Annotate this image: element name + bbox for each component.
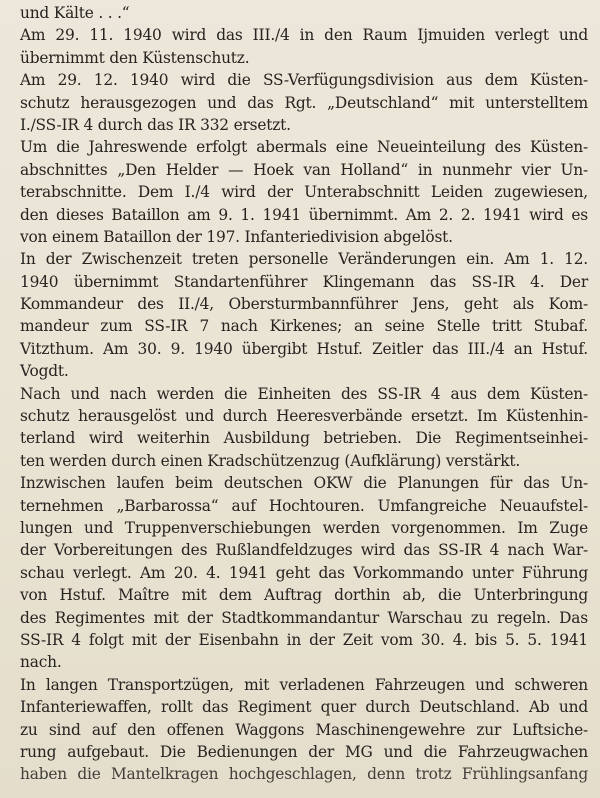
paragraph (20, 136, 588, 248)
paragraph (20, 2, 588, 24)
paragraph (20, 24, 588, 69)
paragraph (20, 674, 588, 786)
text-line: abschnittes „Den Helder — Hoek van Holland“ in nunmehr vier Un- (20, 160, 588, 179)
text-line: lungen und Truppenverschiebungen werden vorgenommen. Im Zuge (20, 518, 588, 537)
text-line: schutz herausgezogen und das Rgt. „Deutschland“ mit unterstelltem (20, 93, 588, 112)
text-line: zu sind auf den offenen Waggons Maschinengewehre zur Luftsiche- (20, 720, 588, 739)
text-line: ten werden durch einen Kradschützenzug (Aufklärung) verstärkt. (20, 451, 521, 470)
text-line: Kommandeur des II./4, Obersturmbannführer Jens, geht als Kom- (20, 295, 588, 314)
text-line: Am 29. 11. 1940 wird das III./4 in den Raum Ijmuiden verlegt und (20, 26, 588, 45)
text-line: Nach und nach werden die Einheiten des SS-IR 4 aus dem Küsten- (20, 384, 588, 403)
text-line: haben die Mantelkragen hochgeschlagen, denn trotz Frühlingsanfang (20, 765, 588, 784)
text-line: Vogdt. (20, 362, 69, 381)
text-line: schau verlegt. Am 20. 4. 1941 geht das Vorkommando unter Führung (20, 563, 588, 582)
paragraph (20, 248, 588, 382)
text-line: Um die Jahreswende erfolgt abermals eine Neueinteilung des Küsten- (20, 138, 588, 157)
text-line: von einem Bataillon der 197. Infanteriedivision abgelöst. (20, 227, 453, 246)
text-line: des Regimentes mit der Stadtkommandantur Warschau zu regeln. Das (20, 608, 588, 627)
text-line: ternehmen „Barbarossa“ auf Hochtouren. Umfangreiche Neuaufstel- (20, 496, 588, 515)
text-line: von Hstuf. Maître mit dem Auftrag dorthin ab, die Unterbringung (20, 586, 588, 605)
text-line: Inzwischen laufen beim deutschen OKW die Planungen für das Un- (20, 474, 588, 493)
text-line: SS-IR 4 folgt mit der Eisenbahn in der Zeit vom 30. 4. bis 5. 5. 1941 (20, 630, 588, 649)
text-line: I./SS-IR 4 durch das IR 332 ersetzt. (20, 115, 291, 134)
text-line: rung aufgebaut. Die Bedienungen der MG und die Fahrzeugwachen (20, 742, 588, 761)
text-line: mandeur zum SS-IR 7 nach Kirkenes; an seine Stelle tritt Stubaf. (20, 317, 588, 336)
text-line: den dieses Bataillon am 9. 1. 1941 übernimmt. Am 2. 2. 1941 wird es (20, 205, 588, 224)
text-line: terland wird weiterhin Ausbildung betrieben. Die Regimentseinhei- (20, 429, 588, 448)
text-line: übernimmt den Küstenschutz. (20, 48, 250, 67)
text-line: nach. (20, 653, 62, 672)
text-body (20, 2, 588, 786)
text-line: Am 29. 12. 1940 wird die SS-Verfügungsdivision aus dem Küsten- (20, 71, 588, 90)
text-line: der Vorbereitungen des Rußlandfeldzuges wird das SS-IR 4 nach War- (20, 541, 588, 560)
text-line: und Kälte . . .“ (20, 4, 130, 22)
text-line: In der Zwischenzeit treten personelle Veränderungen ein. Am 1. 12. (20, 250, 588, 269)
text-line: schutz herausgelöst und durch Heeresverbände ersetzt. Im Küstenhin- (20, 407, 588, 426)
paragraph (20, 472, 588, 674)
text-line: 1940 übernimmt Standartenführer Klingemann das SS-IR 4. Der (20, 272, 588, 291)
text-line: Vitzthum. Am 30. 9. 1940 übergibt Hstuf. Zeitler das III./4 an Hstuf. (20, 339, 588, 358)
text-line: In langen Transportzügen, mit verladenen Fahrzeugen und schweren (20, 675, 588, 694)
text-line: Infanteriewaffen, rollt das Regiment quer durch Deutschland. Ab und (20, 698, 588, 717)
paragraph (20, 383, 588, 473)
text-line: terabschnitte. Dem I./4 wird der Unterabschnitt Leiden zugewiesen, (20, 183, 588, 202)
paragraph (20, 69, 588, 136)
